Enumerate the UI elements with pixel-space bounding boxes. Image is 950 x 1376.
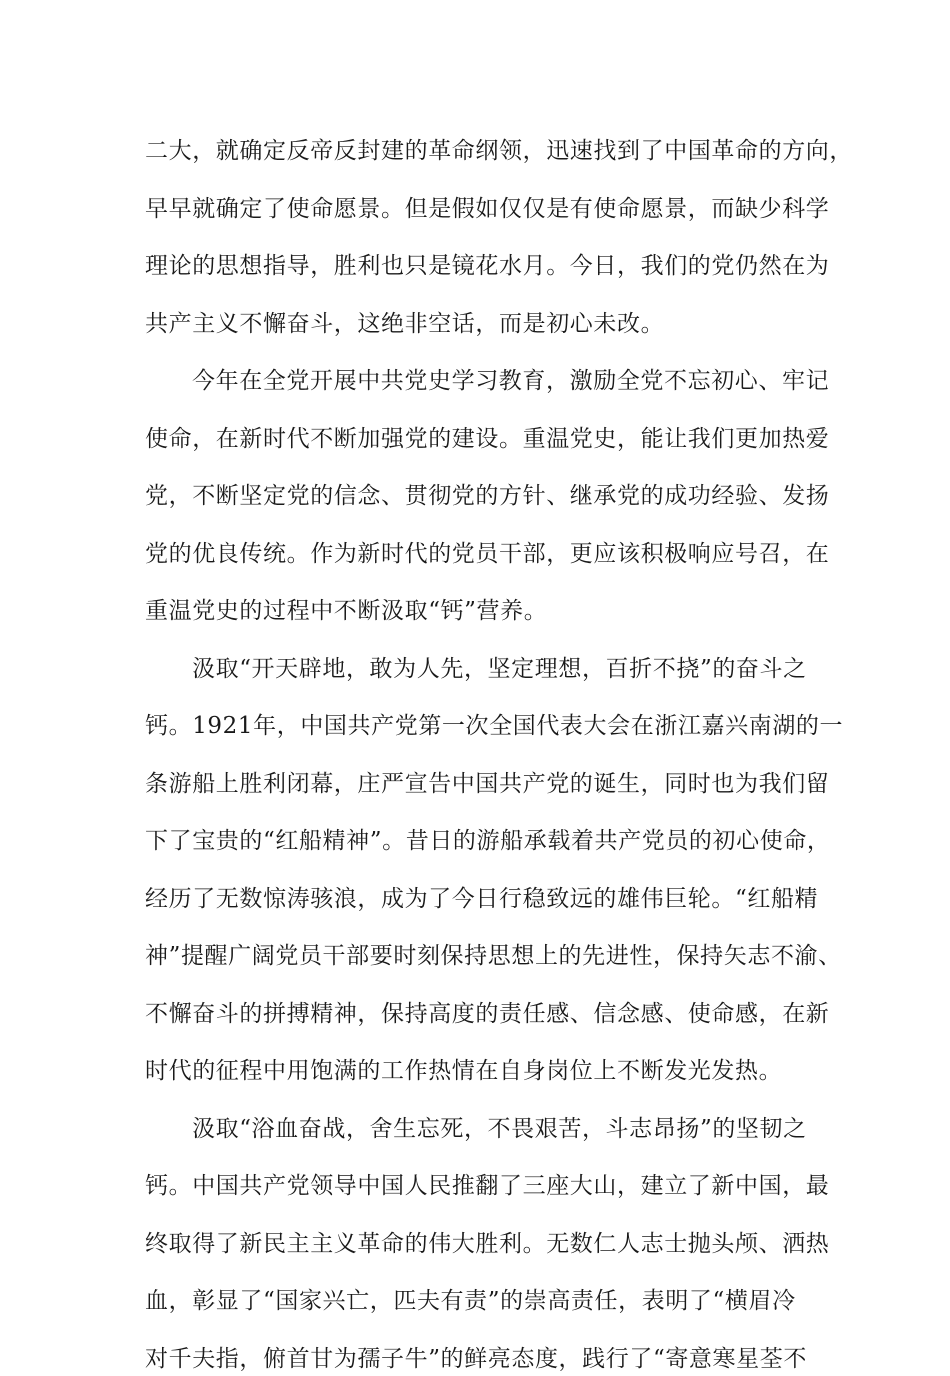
paragraph-line: 对千夫指，俯首甘为孺子牛”的鲜亮态度，践行了“寄意寒星荃不: [145, 1345, 807, 1372]
paragraph-line: 时代的征程中用饱满的工作热情在自身岗位上不断发光发热。: [145, 1058, 783, 1084]
paragraph-line: 下了宝贵的“红船精神”。昔日的游船承载着共产党员的初心使命，: [145, 828, 831, 854]
paragraph-line: 共产主义不懈奋斗，这绝非空话，而是初心未改。: [145, 310, 665, 337]
paragraph-line: 早早就确定了使命愿景。但是假如仅仅是有使命愿景，而缺少科学: [145, 195, 830, 222]
paragraph-first-line: 汲取“开天辟地，敢为人先，坚定理想，百折不挠”的奋斗之: [192, 655, 807, 682]
paragraph-first-line: 今年在全党开展中共党史学习教育，激励全党不忘初心、牢记: [192, 368, 830, 394]
paragraph-line: 党，不断坚定党的信念、贯彻党的方针、继承党的成功经验、发扬: [145, 483, 830, 509]
paragraph-line: 钙。中国共产党领导中国人民推翻了三座大山，建立了新中国，最: [145, 1173, 830, 1199]
paragraph-line: 二大，就确定反帝反封建的革命纲领，迅速找到了中国革命的方向，: [145, 138, 853, 164]
paragraph-line: 血，彰显了“国家兴亡，匹夫有责”的崇高责任，表明了“横眉冷: [145, 1288, 796, 1314]
paragraph-line: 终取得了新民主主义革命的伟大胜利。无数仁人志士抛头颅、洒热: [145, 1230, 830, 1257]
paragraph-line: 重温党史的过程中不断汲取“钙”营养。: [145, 598, 548, 624]
paragraph-line: 经历了无数惊涛骇浪，成为了今日行稳致远的雄伟巨轮。“红船精: [145, 885, 819, 912]
paragraph-line: 神”提醒广阔党员干部要时刻保持思想上的先进性，保持矢志不渝、: [145, 943, 842, 969]
paragraph-first-line: 汲取“浴血奋战，舍生忘死，不畏艰苦，斗志昂扬”的坚韧之: [192, 1115, 807, 1142]
paragraph-line: 钙。1921年，中国共产党第一次全国代表大会在浙江嘉兴南湖的一: [145, 713, 844, 739]
paragraph-line: 使命，在新时代不断加强党的建设。重温党史，能让我们更加热爱: [145, 425, 830, 452]
paragraph-line: 不懈奋斗的拼搏精神，保持高度的责任感、信念感、使命感，在新: [145, 1000, 830, 1027]
paragraph-line: 党的优良传统。作为新时代的党员干部，更应该积极响应号召，在: [145, 540, 830, 567]
paragraph-line: 理论的思想指导，胜利也只是镜花水月。今日，我们的党仍然在为: [145, 253, 830, 279]
paragraph-line: 条游船上胜利闭幕，庄严宣告中国共产党的诞生，同时也为我们留: [145, 770, 830, 797]
